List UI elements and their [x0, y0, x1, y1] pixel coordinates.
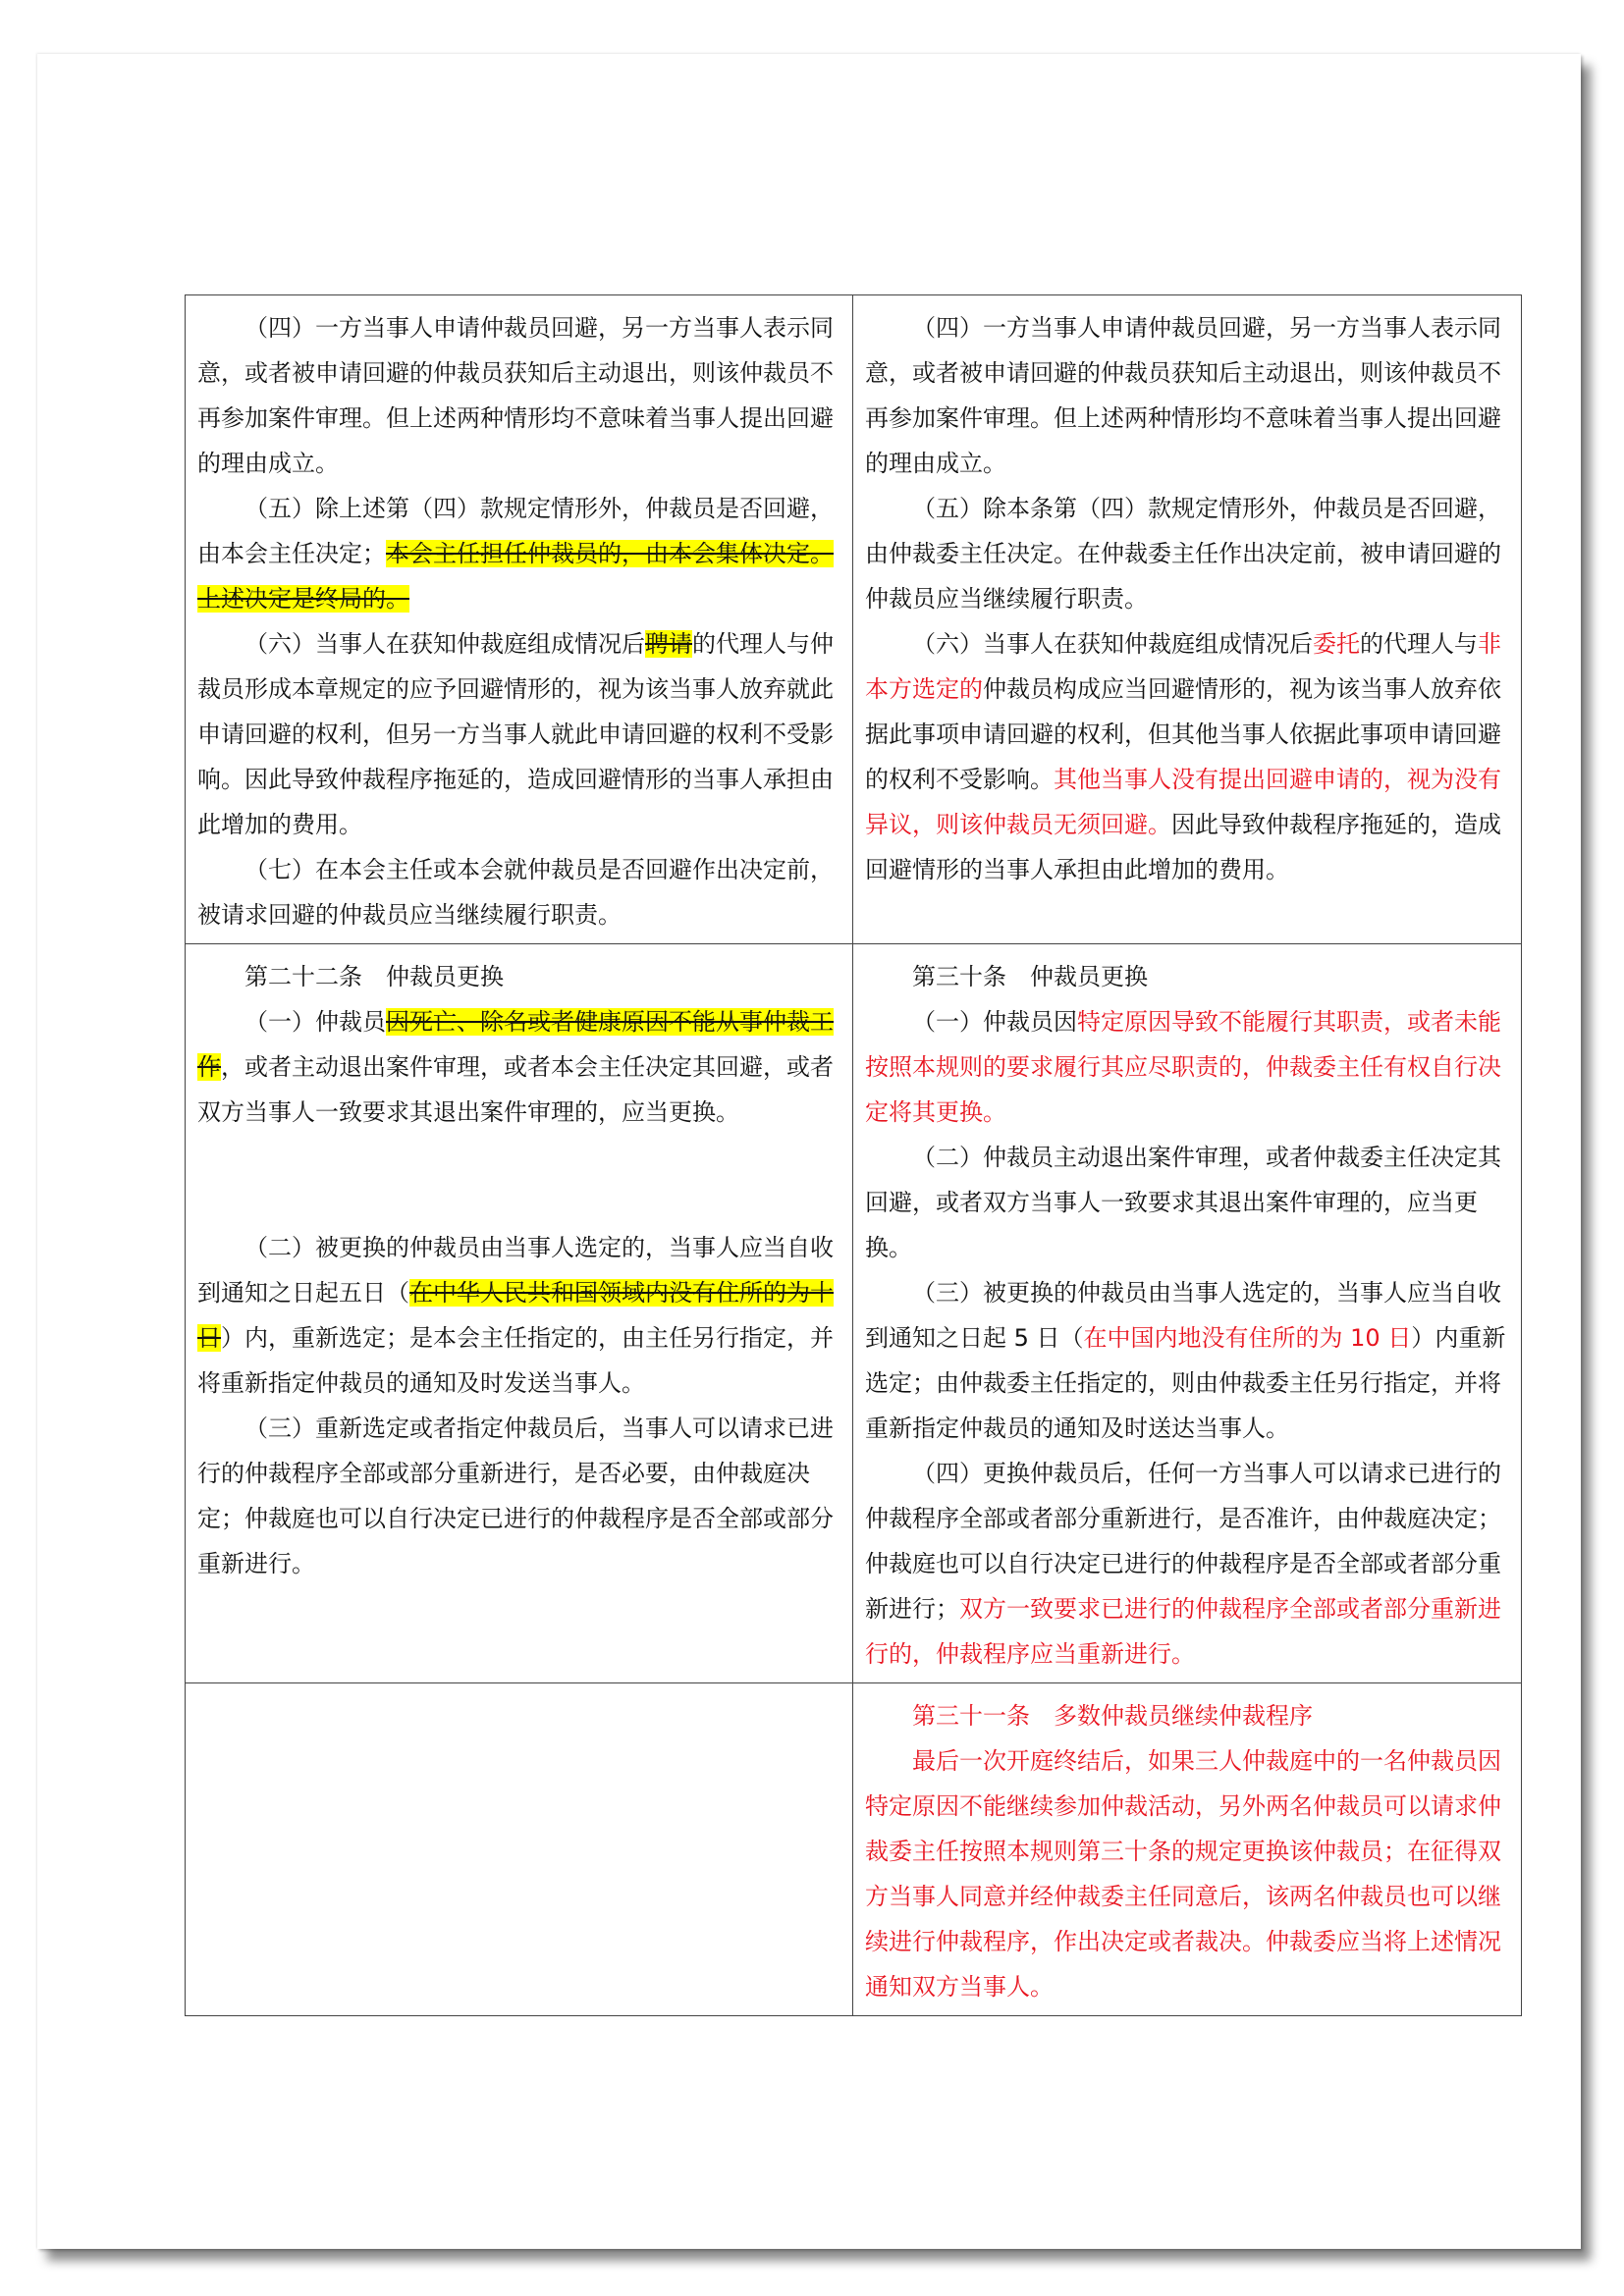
clause-paragraph: [197, 1225, 840, 1406]
clause-paragraph: [865, 305, 1509, 486]
clause-paragraph: [197, 621, 840, 847]
clause-text: （一）仲裁员因: [912, 1008, 1077, 1036]
clause-paragraph: [865, 999, 1509, 1135]
clause-text: （六）当事人在获知仲裁庭组成情况后: [244, 630, 645, 658]
deleted-highlighted-text: 因死亡、除名或者健康原因不能从事仲裁工作: [197, 1008, 834, 1081]
clause-text: （一）仲裁员: [244, 1008, 386, 1036]
clause-text: （二）被更换的仲裁员由当事人选定的，当事人应当自收到通知之日起五日（: [197, 1234, 834, 1307]
deleted-highlighted-text: 聘请: [645, 630, 692, 658]
clause-text: ）内，重新选定；是本会主任指定的，由主任另行指定，并将重新指定仲裁员的通知及时发送当事人。: [197, 1324, 834, 1397]
clause-text: （三）被更换的仲裁员由当事人选定的，当事人应当自收到通知之日起 5 日（: [865, 1279, 1501, 1352]
added-text: 双方一致要求已进行的仲裁程序全部或者部分重新进行的，仲裁程序应当重新进行。: [865, 1595, 1501, 1668]
table-row: [186, 295, 1522, 944]
added-text: 其他当事人没有提出回避申请的，视为没有异议，则该仲裁员无须回避。: [865, 766, 1501, 838]
clause-text: （四）一方当事人申请仲裁员回避，另一方当事人表示同意，或者被申请回避的仲裁员获知后主动退出，则该仲裁员不再参加案件审理。但上述两种情形均不意味着当事人提出回避的理由成立。: [197, 314, 834, 477]
added-text: 特定原因导致不能履行其职责，或者未能按照本规则的要求履行其应尽职责的，仲裁委主任有权自行决定将其更换。: [865, 1008, 1501, 1126]
article-heading: [865, 1693, 1509, 1738]
clause-text: （四）一方当事人申请仲裁员回避，另一方当事人表示同意，或者被申请回避的仲裁员获知后主动退出，则该仲裁员不再参加案件审理。但上述两种情形均不意味着当事人提出回避的理由成立。: [865, 314, 1501, 477]
clause-text: （五）除本条第（四）款规定情形外，仲裁员是否回避，由仲裁委主任决定。在仲裁委主任作出决定前，被申请回避的仲裁员应当继续履行职责。: [865, 495, 1501, 613]
clause-paragraph: [865, 1451, 1509, 1677]
original-clause-cell: [186, 944, 853, 1683]
clause-text: ，或者主动退出案件审理，或者本会主任决定其回避，或者双方当事人一致要求其退出案件审理的，应当更换。: [197, 1053, 834, 1126]
original-clause-cell: [186, 1683, 853, 2016]
revised-clause-cell: [853, 295, 1522, 944]
document-page: [37, 54, 1581, 2249]
clause-text: （七）在本会主任或本会就仲裁员是否回避作出决定前，被请求回避的仲裁员应当继续履行职责。: [197, 856, 834, 929]
added-text: 最后一次开庭终结后，如果三人仲裁庭中的一名仲裁员因特定原因不能继续参加仲裁活动，另外两名仲裁员可以请求仲裁委主任按照本规则第三十条的规定更换该仲裁员；在征得双方当事人同意并经仲裁委主任同意后，该两名仲裁员也可以继续进行仲裁程序，作出决定或者裁决。仲裁委应当将上述情况通知双方当事人。: [865, 1747, 1501, 2001]
clause-paragraph: [865, 621, 1509, 892]
clause-text: 因此导致仲裁程序拖延的，造成回避情形的当事人承担由此增加的费用。: [865, 811, 1501, 883]
added-text: 第三十一条 多数仲裁员继续仲裁程序: [912, 1702, 1313, 1730]
revised-clause-cell: [853, 944, 1522, 1683]
clause-paragraph: [865, 1270, 1509, 1451]
comparison-table: [185, 294, 1522, 2016]
deleted-highlighted-text: 在中华人民共和国领域内没有住所的为十日: [197, 1279, 834, 1352]
table-row: [186, 944, 1522, 1683]
clause-text: （三）重新选定或者指定仲裁员后，当事人可以请求已进行的仲裁程序全部或部分重新进行，是否必要，由仲裁庭决定；仲裁庭也可以自行决定已进行的仲裁程序是否全部或部分重新进行。: [197, 1415, 834, 1577]
table-row: [186, 1683, 1522, 2016]
deleted-highlighted-text: 本会主任担任仲裁员的，由本会集体决定。上述决定是终局的。: [197, 540, 834, 613]
blank-space: [197, 1135, 840, 1225]
clause-text: 第三十条 仲裁员更换: [912, 963, 1148, 990]
added-text: 委托: [1313, 630, 1360, 658]
clause-paragraph: [865, 1738, 1509, 2009]
clause-paragraph: [197, 1406, 840, 1586]
clause-text: 的代理人与: [1360, 630, 1478, 658]
clause-paragraph: [197, 305, 840, 486]
clause-paragraph: [197, 847, 840, 937]
clause-text: 的代理人与仲裁员形成本章规定的应予回避情形的，视为该当事人放弃就此申请回避的权利，但另一方当事人就此申请回避的权利不受影响。因此导致仲裁程序拖延的，造成回避情形的当事人承担由此增加的费用。: [197, 630, 834, 838]
clause-text: 第二十二条 仲裁员更换: [244, 963, 504, 990]
article-heading: [865, 954, 1509, 999]
clause-paragraph: [865, 1135, 1509, 1270]
clause-text: （二）仲裁员主动退出案件审理，或者仲裁委主任决定其回避，或者双方当事人一致要求其退出案件审理的，应当更换。: [865, 1144, 1501, 1261]
added-text: 非本方选定的: [865, 630, 1501, 703]
clause-text: （六）当事人在获知仲裁庭组成情况后: [912, 630, 1313, 658]
clause-paragraph: [197, 999, 840, 1135]
original-clause-cell: [186, 295, 853, 944]
clause-text: （五）除上述第（四）款规定情形外，仲裁员是否回避，由本会主任决定；: [197, 495, 834, 567]
clause-text: ）内重新选定；由仲裁委主任指定的，则由仲裁委主任另行指定，并将重新指定仲裁员的通知及时送达当事人。: [865, 1324, 1506, 1442]
clause-text: （四）更换仲裁员后，任何一方当事人可以请求已进行的仲裁程序全部或者部分重新进行，是否准许，由仲裁庭决定；仲裁庭也可以自行决定已进行的仲裁程序是否全部或者部分重新进行；: [865, 1460, 1501, 1623]
clause-paragraph: [197, 486, 840, 621]
revised-clause-cell: [853, 1683, 1522, 2016]
clause-paragraph: [865, 486, 1509, 621]
article-heading: [197, 954, 840, 999]
added-text: 在中国内地没有住所的为 10 日: [1083, 1324, 1412, 1352]
clause-text: 仲裁员构成应当回避情形的，视为该当事人放弃依据此事项申请回避的权利，但其他当事人依据此事项申请回避的权利不受影响。: [865, 675, 1501, 793]
